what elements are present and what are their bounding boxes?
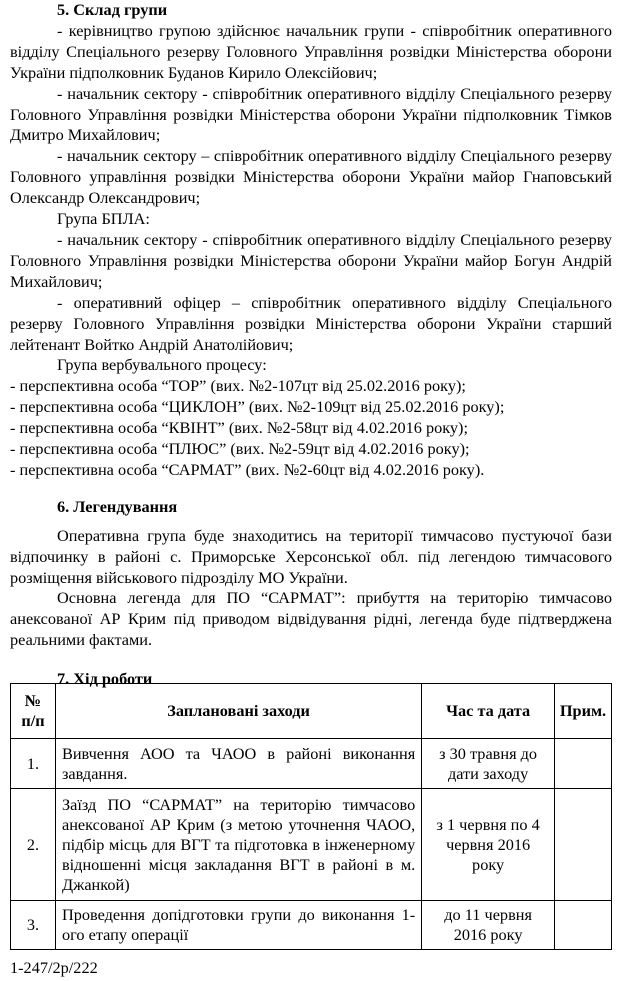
row-number: 1. [11,739,56,789]
row-action: Проведення допідготовки групи до виконання 1-ого етапу операції [55,901,421,950]
document-reference-number: 1-247/2р/222 [10,958,98,977]
section-6-paragraph: Оперативна група буде знаходитись на території тимчасово пустуючої бази відпочинку в районі с. Приморське Херсонської обл. під легендою тимчасового розміщення військового підрозділу МО України. [10,525,612,587]
recruit-group-label: Група вербувального процесу: [57,355,267,375]
row-number: 3. [11,901,56,950]
recruit-item: - перспективна особа “САРМАТ” (вих. №2-60цт від 4.02.2016 року). [10,459,485,479]
uav-group-label: Група БПЛА: [57,209,150,229]
row-note [555,739,612,789]
section-5-title: 5. Склад групи [57,0,168,19]
section-7-title: 7. Хід роботи [57,669,153,689]
row-number: 2. [11,789,56,901]
uav-group-item: - начальник сектору - співробітник оперативного відділу Спеціального резерву Головного Управління розвідки Міністерства оборони України майор Богун Андрій Михайлович; [10,229,612,291]
table-row [11,901,612,950]
section-5-item: - начальник сектору - співробітник оперативного відділу Спеціального резерву Головного Управління розвідки Міністерства оборони України підполковник Тімков Дмитро Михайлович; [10,83,612,145]
header-planned-actions: Заплановані заходи [55,684,421,739]
recruit-item: - перспективна особа “КВІНТ” (вих. №2-58цт від 4.02.2016 року); [10,418,469,438]
header-time-date: Час та дата [422,684,555,739]
row-date: до 11 червня 2016 року [422,901,555,950]
row-action: Заїзд ПО “САРМАТ” на територію тимчасово анексованої АР Крим (з метою уточнення ЧАОО, підбір місць для ВГТ та підготовка в інженерному відношенні місця закладання ВГТ в районі в м. Джанкой) [55,789,421,901]
section-6-title: 6. Легендування [57,496,178,516]
table-header-row [11,684,612,739]
recruit-item: - перспективна особа “ЦИКЛОН” (вих. №2-109цт від 25.02.2016 року); [10,397,505,417]
recruit-item: - перспективна особа “TOP” (вих. №2-107цт від 25.02.2016 року); [10,376,466,396]
section-5-item: - начальник сектору – співробітник оперативного відділу Спеціального резерву Головного управління розвідки Міністерства оборони України майор Гнаповський Олександр Олександрович; [10,146,612,208]
section-5-item: - керівництво групою здійснює начальник групи - співробітник оперативного відділу Спеціального резерву Головного Управління розвідки Міністерства оборони України підполковник Буданов Кирило Олексійович; [10,20,612,82]
recruit-item: - перспективна особа “ПЛЮС” (вих. №2-59цт від 4.02.2016 року); [10,439,470,459]
row-note [555,901,612,950]
row-date: з 30 травня до дати заходу [422,739,555,789]
table-row [11,789,612,901]
row-note [555,789,612,901]
row-date: з 1 червня по 4 червня 2016 року [422,789,555,901]
row-action: Вивчення АОО та ЧАОО в районі виконання завдання. [55,739,421,789]
header-notes: Прим. [555,684,612,739]
work-plan-table [10,683,612,950]
table-row [11,739,612,789]
uav-group-item: - оперативний офіцер – співробітник оперативного відділу Спеціального резерву Головного Управління розвідки Міністерства оборони України старший лейтенант Войтко Андрій Анатолійович; [10,292,612,354]
document-page [10,0,612,690]
header-number: № п/п [11,684,56,739]
section-6-paragraph: Основна легенда для ПО “САРМАТ”: прибуття на територію тимчасово анексованої АР Крим під приводом відвідування рідні, легенда буде підтверджена реальними фактами. [10,588,612,650]
